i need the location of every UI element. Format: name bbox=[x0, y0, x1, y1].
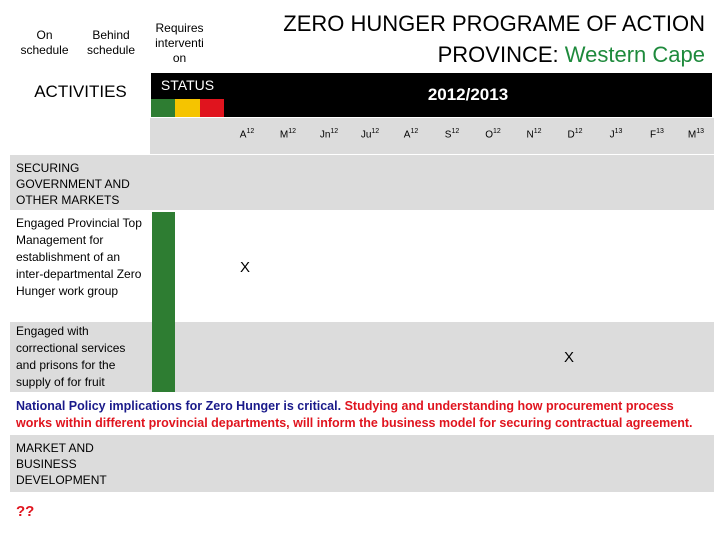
year-header bbox=[224, 73, 712, 117]
month-label: $D^{12}$ bbox=[567, 128, 583, 141]
legend-on-schedule bbox=[13, 18, 76, 68]
policy-note-blue: National Policy implications for Zero Hunger is critical. bbox=[16, 399, 342, 413]
month-label: Ju$^{12}$ bbox=[360, 128, 380, 141]
status-header-label: STATUS bbox=[160, 77, 215, 93]
activity-status-green bbox=[152, 322, 175, 392]
activity-description: Engaged Provincial Top Management for establishment of an inter-departmental Zero Hunger work group bbox=[16, 216, 142, 298]
legend-on-schedule-label: On schedule bbox=[20, 28, 69, 57]
month-label: $S^{12}$ bbox=[444, 128, 460, 141]
policy-note bbox=[16, 398, 706, 432]
section-heading-securing: SECURING GOVERNMENT AND OTHER MARKETS bbox=[16, 161, 130, 207]
legend-requires-intervention bbox=[147, 18, 212, 68]
year-header-label: 2012/2013 bbox=[427, 85, 509, 104]
month-label: $M^{12}$ bbox=[279, 128, 297, 141]
page-title bbox=[240, 8, 705, 70]
activities-header bbox=[13, 82, 148, 110]
activity-timeline-mark: X bbox=[564, 349, 575, 366]
month-label: $N^{12}$ bbox=[526, 128, 542, 141]
status-color-strip bbox=[151, 99, 224, 117]
legend-requires-intervention-label: Requires interventi on bbox=[155, 20, 204, 65]
activity-status-green bbox=[152, 212, 175, 322]
status-red-swatch bbox=[200, 99, 224, 117]
policy-note-red: Studying and understanding how procurement process works within different provincial departments, will inform the business model for securing contractual agreement. bbox=[16, 399, 693, 430]
question-marks: ?? bbox=[16, 503, 35, 520]
title-line-1: ZERO HUNGER PROGRAME OF ACTION bbox=[283, 11, 705, 36]
month-row bbox=[0, 118, 720, 154]
status-green-swatch bbox=[151, 99, 175, 117]
month-label: $J^{13}$ bbox=[609, 128, 623, 141]
month-label: $M^{13}$ bbox=[687, 128, 705, 141]
month-label: Jn$^{12}$ bbox=[319, 128, 339, 141]
month-label: $A^{12}$ bbox=[403, 128, 419, 141]
month-row-band bbox=[150, 118, 226, 154]
month-label: $A^{12}$ bbox=[239, 128, 255, 141]
section-heading-market: MARKET AND BUSINESS DEVELOPMENT bbox=[16, 441, 107, 487]
title-province-prefix: PROVINCE: bbox=[437, 42, 559, 67]
title-province-name: Western Cape bbox=[564, 42, 705, 67]
status-yellow-swatch bbox=[175, 99, 199, 117]
activity-description: Engaged with correctional services and prisons for the supply of for fruit bbox=[16, 324, 126, 389]
title-line-2 bbox=[240, 39, 705, 70]
activities-header-label: ACTIVITIES bbox=[34, 82, 127, 101]
month-label: $O^{12}$ bbox=[485, 128, 501, 141]
status-header bbox=[151, 73, 224, 99]
legend-behind-schedule bbox=[80, 18, 142, 68]
month-label: $F^{13}$ bbox=[650, 128, 664, 141]
activity-timeline-mark: X bbox=[240, 259, 251, 276]
legend-behind-schedule-label: Behind schedule bbox=[86, 28, 136, 57]
